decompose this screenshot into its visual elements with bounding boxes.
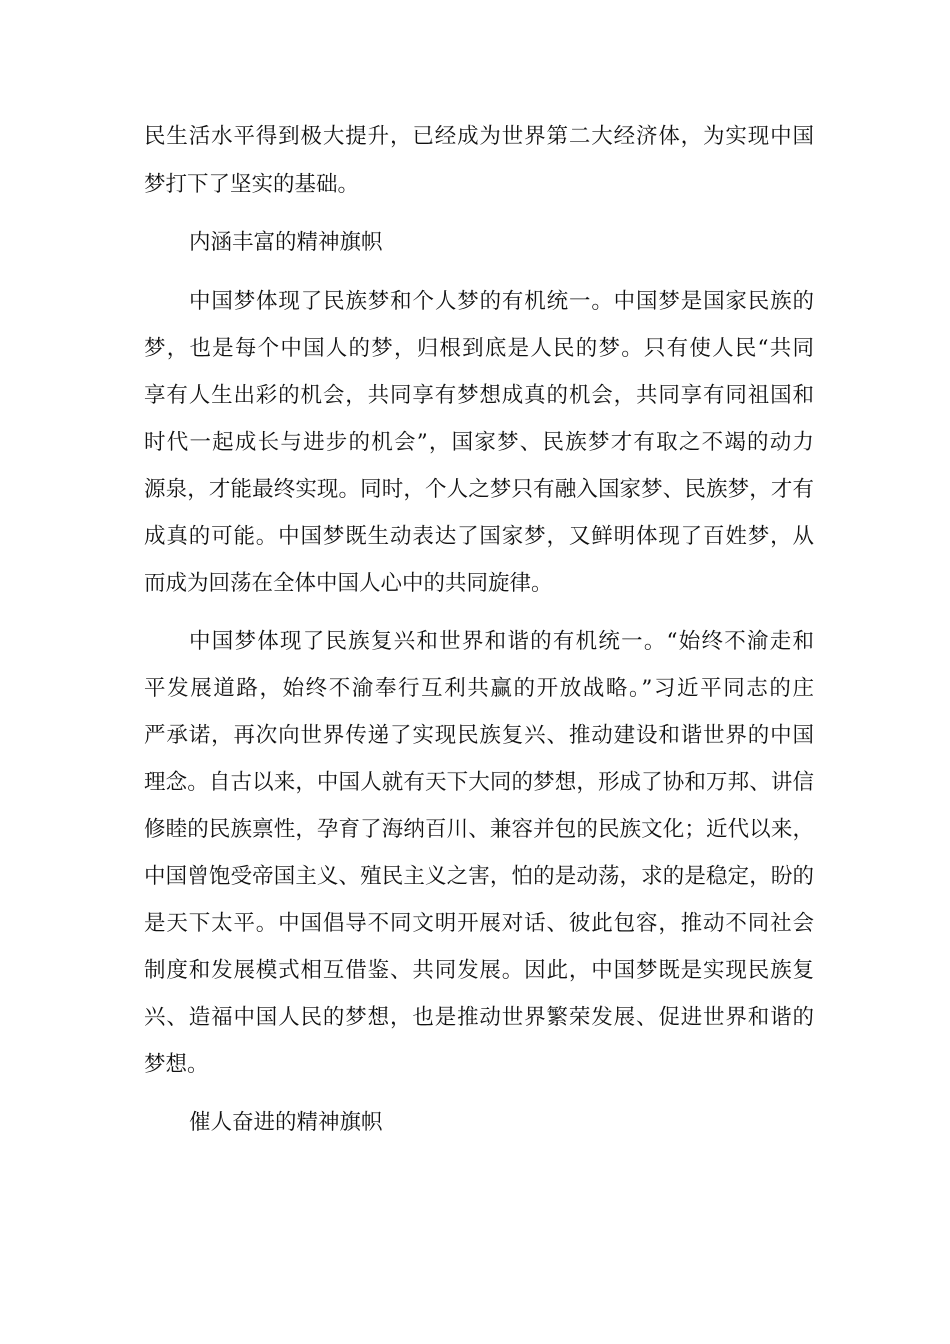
body-text-line: 时代一起成长与进步的机会”，国家梦、民族梦才有取之不竭的动力 [144, 430, 814, 455]
body-text-line: 而成为回荡在全体中国人心中的共同旋律。 [144, 571, 553, 596]
section-heading: 内涵丰富的精神旗帜 [189, 230, 383, 255]
body-text-line: 梦打下了坚实的基础。 [144, 172, 360, 197]
body-text-line: 梦，也是每个中国人的梦，归根到底是人民的梦。只有使人民“共同 [144, 336, 814, 361]
body-text-line: 严承诺，再次向世界传递了实现民族复兴、推动建设和谐世界的中国 [144, 723, 814, 748]
body-text-line: 民生活水平得到极大提升，已经成为世界第二大经济体，为实现中国 [144, 124, 814, 149]
body-text-line: 源泉，才能最终实现。同时，个人之梦只有融入国家梦、民族梦，才有 [144, 477, 814, 502]
body-text-line: 兴、造福中国人民的梦想，也是推动世界繁荣发展、促进世界和谐的 [144, 1005, 814, 1030]
body-text-line: 理念。自古以来，中国人就有天下大同的梦想，形成了协和万邦、讲信 [144, 770, 814, 795]
body-text-line: 中国梦体现了民族复兴和世界和谐的有机统一。“始终不渝走和 [189, 629, 814, 654]
body-text-line: 制度和发展模式相互借鉴、共同发展。因此，中国梦既是实现民族复 [144, 958, 814, 983]
body-text-line: 成真的可能。中国梦既生动表达了国家梦，又鲜明体现了百姓梦，从 [144, 524, 814, 549]
section-heading: 催人奋进的精神旗帜 [189, 1110, 383, 1135]
body-text-line: 享有人生出彩的机会，共同享有梦想成真的机会，共同享有同祖国和 [144, 383, 814, 408]
body-text-line: 修睦的民族禀性，孕育了海纳百川、兼容并包的民族文化；近代以来， [144, 817, 814, 842]
body-text-line: 梦想。 [144, 1052, 209, 1077]
body-text-line: 中国曾饱受帝国主义、殖民主义之害，怕的是动荡，求的是稳定，盼的 [144, 864, 814, 889]
body-text-line: 中国梦体现了民族梦和个人梦的有机统一。中国梦是国家民族的 [189, 289, 814, 314]
body-text-line: 平发展道路，始终不渝奉行互利共赢的开放战略。”习近平同志的庄 [144, 676, 814, 701]
body-text-line: 是天下太平。中国倡导不同文明开展对话、彼此包容，推动不同社会 [144, 911, 814, 936]
